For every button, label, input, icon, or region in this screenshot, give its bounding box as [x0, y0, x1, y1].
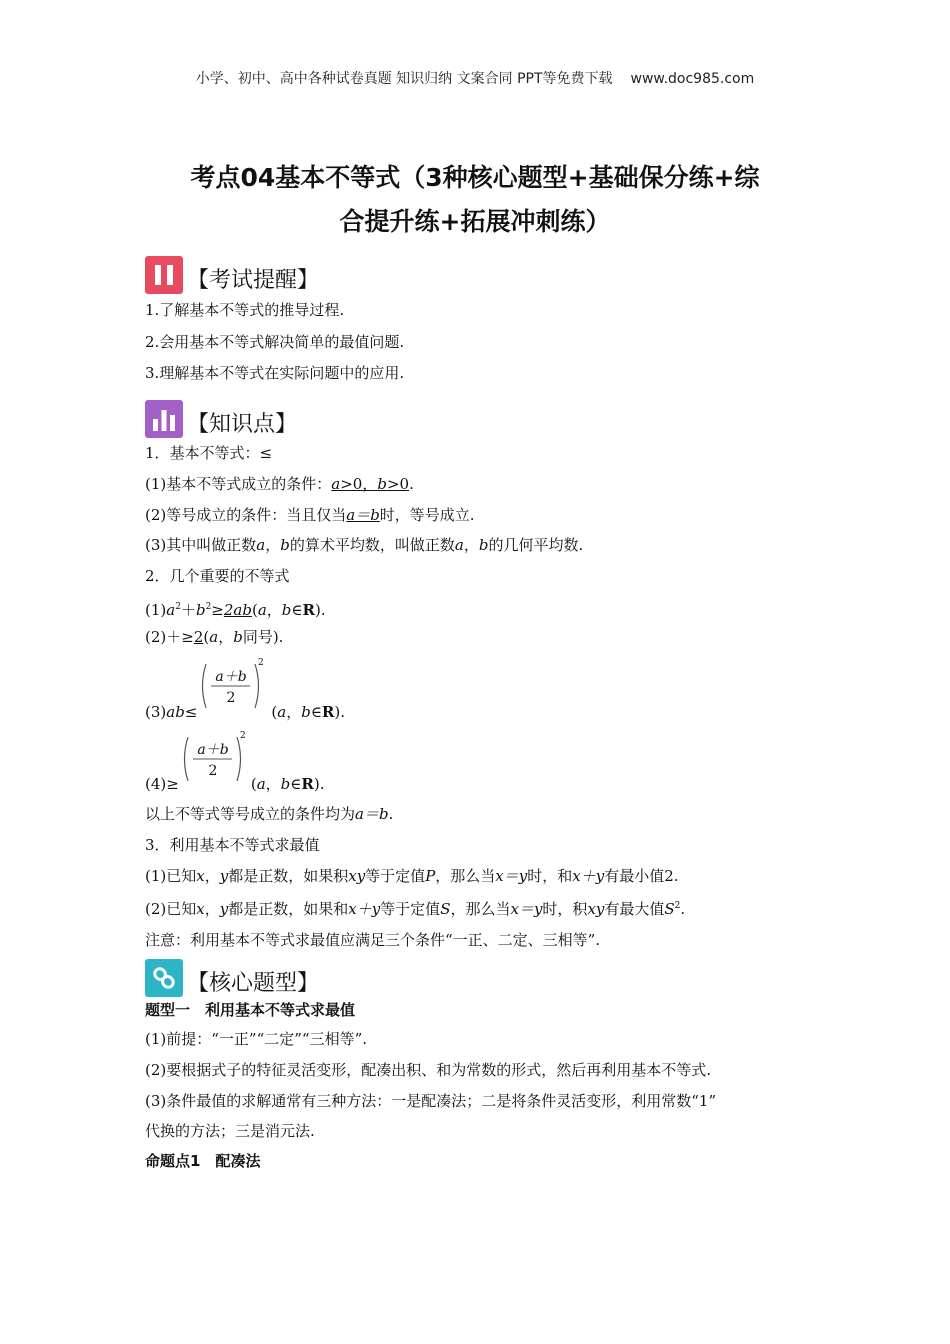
reals-symbol: R: [301, 775, 314, 793]
k1-line-3: [145, 535, 583, 555]
text: 时，和: [527, 867, 573, 885]
text: ，: [218, 628, 234, 646]
var-a: a: [331, 475, 341, 493]
text: ，: [204, 867, 220, 885]
var-S: S: [440, 900, 451, 918]
text: ，: [463, 536, 479, 554]
fraction-denominator: 2: [208, 763, 218, 779]
k3-line-2: [145, 896, 685, 919]
text: ，: [266, 601, 282, 619]
bar-chart-icon: [145, 400, 183, 438]
k2-line-1: [145, 597, 326, 620]
text: 都是正数，如果积: [228, 867, 349, 885]
fraction-denominator: 2: [226, 690, 236, 706]
var-xy: xy: [587, 900, 605, 918]
text: .: [409, 475, 414, 493]
var-b: b: [280, 775, 291, 793]
var-xy: xy: [348, 867, 366, 885]
text: (: [251, 601, 258, 619]
k2-equality-condition: [145, 804, 393, 824]
equality: a＝b: [355, 805, 389, 823]
text: >0，: [340, 475, 378, 493]
text: ，: [286, 703, 302, 721]
text: 时，积: [542, 900, 588, 918]
var-S: S: [664, 900, 675, 918]
section-label: 【核心题型】: [187, 971, 320, 996]
text: ，: [265, 775, 281, 793]
text: 有最大值: [604, 900, 665, 918]
text: 等于定值: [365, 867, 426, 885]
text: (: [250, 775, 257, 793]
section-core: [145, 955, 319, 997]
core-point-1: (1)前提：“一正”“二定”“三相等”.: [145, 1030, 368, 1048]
title-line-2: 合提升练+拓展冲刺练）: [339, 207, 611, 236]
k3-title: 3．利用基本不等式求最值: [145, 836, 320, 854]
text: (4)≥: [145, 775, 179, 793]
text: (3)其中叫做: [145, 536, 227, 554]
text: (2)等号成立的条件：当且仅当: [145, 506, 347, 524]
rhs-underlined: 2ab: [223, 601, 252, 619]
sum-xy: x＋y: [572, 867, 605, 885]
exam-item-3: 3.理解基本不等式在实际问题中的应用.: [145, 364, 405, 382]
text: ∈: [310, 703, 322, 721]
text: .: [680, 900, 686, 918]
k2-title: 2．几个重要的不等式: [145, 567, 290, 585]
text: 同号).: [242, 628, 284, 646]
text: ).: [313, 775, 325, 793]
text: (: [271, 703, 278, 721]
text: ，那么当: [435, 867, 496, 885]
section-label: 【考试提醒】: [187, 268, 320, 293]
text: (2)已知: [145, 900, 197, 918]
k3-line-1: [145, 866, 679, 886]
core-point-3-line-2: 代换的方法；三是消元法.: [145, 1122, 315, 1140]
text: 正数: [424, 536, 455, 554]
sum-xy: x＋y: [348, 900, 381, 918]
reals-symbol: R: [302, 601, 315, 619]
var-x: x: [196, 900, 205, 918]
var-b: b: [233, 628, 243, 646]
var-a: a: [166, 601, 176, 619]
text: ≥: [211, 601, 224, 619]
var-a: a: [256, 536, 266, 554]
equality: x＝y: [510, 900, 543, 918]
var-y: y: [219, 900, 229, 918]
k1-line-2: [145, 505, 475, 525]
k1-line-1: [145, 474, 414, 494]
title-line-1: 考点04基本不等式（3种核心题型+基础保分练+综: [190, 163, 760, 192]
text: ，: [265, 536, 281, 554]
exponent: 2: [205, 602, 212, 612]
text: ).: [314, 601, 326, 619]
section-knowledge: [145, 396, 297, 438]
var-x: x: [196, 867, 205, 885]
exponent: 2: [674, 901, 681, 911]
pause-icon: [145, 256, 183, 294]
var-a: a: [257, 601, 267, 619]
text: ，: [204, 900, 220, 918]
text: ∈: [290, 775, 302, 793]
exponent: 2: [258, 658, 264, 668]
k2-line-3: [145, 702, 345, 722]
text: (1): [145, 601, 167, 619]
reals-symbol: R: [321, 703, 335, 721]
k2-line-2: [145, 627, 283, 647]
var-a: a: [209, 628, 219, 646]
page-title: [120, 156, 830, 244]
equality: x＝y: [495, 867, 528, 885]
text: 都是正数，如果和: [228, 900, 349, 918]
header-text: 小学、初中、高中各种试卷真题 知识归纳 文案合同 PPT等免费下载: [195, 71, 613, 87]
var-b: b: [281, 601, 292, 619]
text: 的几何平均数.: [488, 536, 584, 554]
page-header: [0, 68, 950, 88]
text: (: [203, 628, 210, 646]
exponent: 2: [175, 602, 181, 612]
core-point-2: (2)要根据式子的特征灵活变形，配凑出积、和为常数的形式，然后再利用基本不等式.: [145, 1061, 712, 1079]
text: ∈: [291, 601, 303, 619]
var-b: b: [478, 536, 489, 554]
text: ).: [334, 703, 346, 721]
two-underlined: 2: [193, 628, 204, 646]
text: .: [388, 805, 394, 823]
condition-underlined: [331, 475, 409, 493]
var-b: b: [301, 703, 311, 721]
fraction-numerator: a＋b: [197, 742, 229, 758]
var-a: a: [256, 775, 266, 793]
var-y: y: [219, 867, 229, 885]
fraction-numerator: a＋b: [215, 669, 247, 685]
text: >0: [386, 475, 410, 493]
k2-line-4: [145, 774, 324, 794]
text: 正数: [226, 536, 257, 554]
exponent: 2: [240, 731, 246, 741]
var-P: P: [425, 867, 436, 885]
text: 时，等号成立.: [379, 506, 475, 524]
text: (1)已知: [145, 867, 197, 885]
core-point-3-line-1: (3)条件最值的求解通常有三种方法：一是配凑法；二是将条件灵活变形，利用常数“1”: [145, 1092, 717, 1110]
text: ≤: [184, 703, 198, 721]
text: (3): [145, 703, 167, 721]
header-url[interactable]: www.doc985.com: [630, 71, 755, 87]
var-a: a: [277, 703, 287, 721]
k1-title: 1．基本不等式：≤: [145, 444, 273, 462]
text: 以上不等式等号成立的条件均为: [145, 805, 356, 823]
var-a: a: [454, 536, 464, 554]
text: ，那么当: [450, 900, 511, 918]
k3-note: 注意：利用基本不等式求最值应满足三个条件“一正、二定、三相等”.: [145, 931, 601, 949]
proposition-1-title: 命题点1 配凑法: [145, 1152, 261, 1170]
section-exam-reminder: [145, 252, 319, 294]
exam-item-1: 1.了解基本不等式的推导过程.: [145, 301, 345, 319]
var-b: b: [280, 536, 290, 554]
var-b: b: [195, 601, 206, 619]
section-label: 【知识点】: [187, 412, 298, 437]
type-1-title: 题型一 利用基本不等式求最值: [145, 1001, 356, 1019]
text: (1)基本不等式成立的条件：: [145, 475, 332, 493]
var-ab: ab: [166, 703, 185, 721]
text: 的算术平均数，叫做: [289, 536, 425, 554]
equality-underlined: a＝b: [346, 506, 380, 524]
exam-item-2: 2.会用基本不等式解决简单的最值问题.: [145, 333, 405, 351]
text: (2)＋≥: [145, 628, 194, 646]
var-b: b: [377, 475, 387, 493]
text: 等于定值: [380, 900, 441, 918]
text: ＋: [180, 601, 196, 619]
link-icon: [145, 959, 183, 997]
text: 有最小值2.: [604, 867, 679, 885]
